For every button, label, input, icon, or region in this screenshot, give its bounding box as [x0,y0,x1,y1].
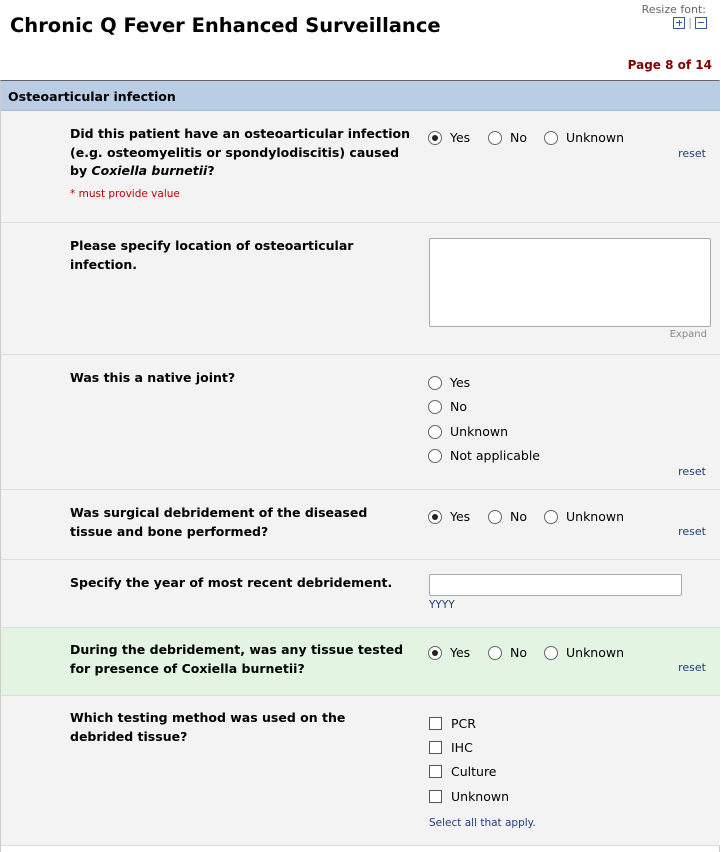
page-header [0,0,721,80]
radio-no[interactable]: No [488,509,527,524]
checkbox-unknown[interactable]: Unknown [429,789,509,804]
radio-unknown[interactable]: Unknown [428,424,508,439]
year-input[interactable] [429,574,682,596]
radio-icon [544,510,558,524]
location-textarea[interactable] [429,238,711,327]
question-testing-method [1,696,720,846]
question-label: Did this patient have an osteoarticular infection (e.g. osteomyelitis or spondylodiscitis) caused by Coxiella burnetii? [70,126,410,178]
checkbox-pcr[interactable]: PCR [429,716,476,731]
checkbox-culture[interactable]: Culture [429,764,497,779]
question-tissue-tested [1,628,720,696]
radio-icon [544,646,558,660]
question-surgical-debridement [1,490,720,560]
reset-link[interactable]: reset [678,147,706,160]
question-label: Which testing method was used on the debrided tissue? [70,710,346,744]
question-debridement-year [1,560,720,628]
page-indicator: Page 8 of 14 [627,58,712,72]
radio-icon [544,131,558,145]
reset-link[interactable]: reset [678,525,706,538]
radio-icon [488,131,502,145]
radio-unknown[interactable]: Unknown [544,130,624,145]
radio-icon [428,376,442,390]
radio-icon [428,131,442,145]
checkbox-icon [429,717,442,730]
survey-form [0,80,720,852]
expand-link[interactable]: Expand [669,329,707,340]
checkbox-ihc[interactable]: IHC [429,740,473,755]
section-header [1,81,720,111]
checkbox-icon [429,765,442,778]
radio-unknown[interactable]: Unknown [544,509,624,524]
question-osteoarticular-infection [1,111,720,223]
checkbox-icon [429,790,442,803]
resize-font-label: Resize font: [641,3,706,16]
question-native-joint [1,355,720,490]
question-label: Was surgical debridement of the diseased tissue and bone performed? [70,505,368,539]
year-format-hint: YYYY [429,599,455,611]
radio-icon [488,510,502,524]
reset-link[interactable]: reset [678,465,706,478]
question-infection-location [1,223,720,355]
section-title: Osteoarticular infection [8,89,176,104]
select-all-note: Select all that apply. [429,817,536,829]
radio-yes[interactable]: Yes [428,509,470,524]
question-label: Please specify location of osteoarticular infection. [70,238,354,272]
resize-font-controls [673,16,707,29]
radio-icon [428,646,442,660]
radio-icon [428,425,442,439]
radio-not-applicable[interactable]: Not applicable [428,448,540,463]
radio-yes[interactable]: Yes [428,130,470,145]
question-label: Was this a native joint? [70,370,236,385]
radio-unknown[interactable]: Unknown [544,645,624,660]
increase-font-icon[interactable] [673,17,685,29]
checkbox-icon [429,741,442,754]
resize-separator: | [688,16,692,29]
radio-no[interactable]: No [488,645,527,660]
question-label: Specify the year of most recent debridement. [70,575,393,590]
radio-no[interactable]: No [488,130,527,145]
page-title: Chronic Q Fever Enhanced Surveillance [10,14,441,37]
decrease-font-icon[interactable] [695,17,707,29]
radio-icon [428,449,442,463]
radio-icon [428,510,442,524]
radio-yes[interactable]: Yes [428,375,470,390]
required-message: * must provide value [70,188,180,200]
radio-icon [488,646,502,660]
radio-icon [428,400,442,414]
question-label: During the debridement, was any tissue tested for presence of Coxiella burnetii? [70,642,404,676]
radio-no[interactable]: No [428,399,467,414]
reset-link[interactable]: reset [678,661,706,674]
radio-yes[interactable]: Yes [428,645,470,660]
